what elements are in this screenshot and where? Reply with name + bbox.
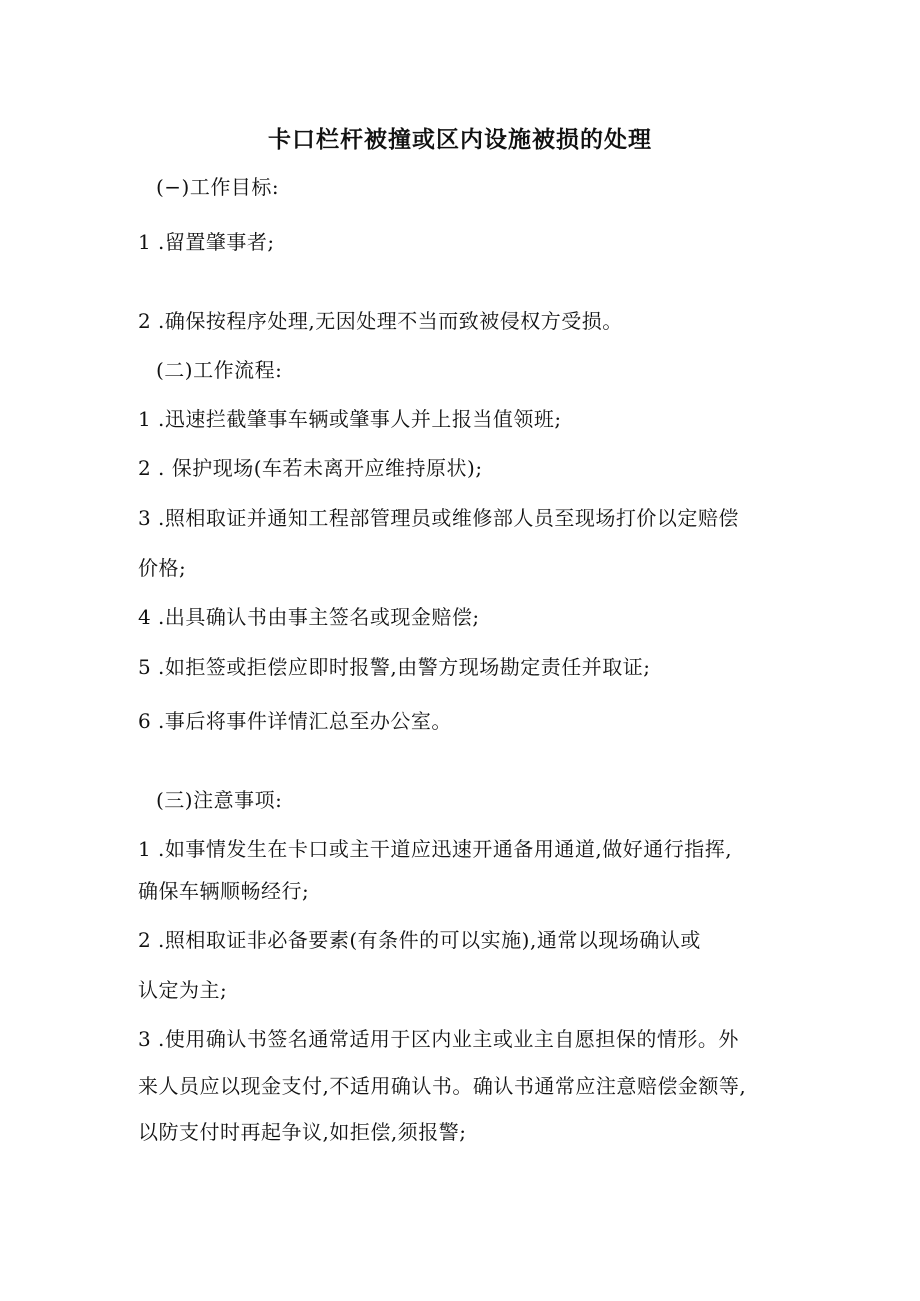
- item-number: 1: [138, 407, 152, 431]
- item-text: .使用确认书签名通常适用于区内业主或业主自愿担保的情形。外: [158, 1027, 739, 1051]
- section-heading-workflow: (二)工作流程:: [156, 358, 283, 382]
- item-text: . 保护现场(车若未离开应维持原状);: [158, 456, 483, 480]
- item-text: .确保按程序处理,无因处理不当而致被侵权方受损。: [158, 309, 623, 333]
- item-continuation: 以防支付时再起争议,如拒偿,须报警;: [138, 1120, 467, 1144]
- item-number: 1: [138, 837, 152, 861]
- item-text: .留置肇事者;: [158, 230, 275, 254]
- section-heading-notes: (三)注意事项:: [156, 788, 283, 812]
- list-item: [138, 835, 732, 863]
- item-number: 2: [138, 928, 152, 952]
- item-text: .如拒签或拒偿应即时报警,由警方现场勘定责任并取证;: [158, 655, 651, 679]
- list-item: [138, 228, 275, 256]
- list-item: [138, 707, 452, 735]
- list-item: [138, 454, 483, 482]
- list-item: [138, 926, 701, 954]
- item-continuation: 来人员应以现金支付,不适用确认书。确认书通常应注意赔偿金额等,: [138, 1074, 747, 1098]
- item-number: 1: [138, 230, 152, 254]
- item-number: 6: [138, 709, 152, 733]
- section-heading-goals: (−)工作目标:: [156, 175, 280, 199]
- item-continuation: 认定为主;: [138, 978, 228, 1002]
- item-number: 5: [138, 655, 152, 679]
- list-item: [138, 405, 562, 433]
- item-text: .事后将事件详情汇总至办公室。: [158, 709, 452, 733]
- item-number: 2: [138, 309, 152, 333]
- item-number: 2: [138, 456, 152, 480]
- list-item: [138, 504, 739, 532]
- item-number: 3: [138, 506, 152, 530]
- item-continuation: 确保车辆顺畅经行;: [138, 879, 310, 903]
- item-continuation: 价格;: [138, 556, 187, 580]
- list-item: [138, 307, 623, 335]
- document-title: 卡口栏杆被撞或区内设施被损的处理: [268, 127, 652, 153]
- item-number: 3: [138, 1027, 152, 1051]
- item-text: .出具确认书由事主签名或现金赔偿;: [158, 605, 480, 629]
- item-number: 4: [138, 605, 152, 629]
- item-text: .照相取证并通知工程部管理员或维修部人员至现场打价以定赔偿: [158, 506, 739, 530]
- list-item: [138, 603, 480, 631]
- item-text: .如事情发生在卡口或主干道应迅速开通备用通道,做好通行指挥,: [158, 837, 733, 861]
- item-text: .照相取证非必备要素(有条件的可以实施),通常以现场确认或: [158, 928, 701, 952]
- list-item: [138, 653, 650, 681]
- item-text: .迅速拦截肇事车辆或肇事人并上报当值领班;: [158, 407, 562, 431]
- list-item: [138, 1025, 739, 1053]
